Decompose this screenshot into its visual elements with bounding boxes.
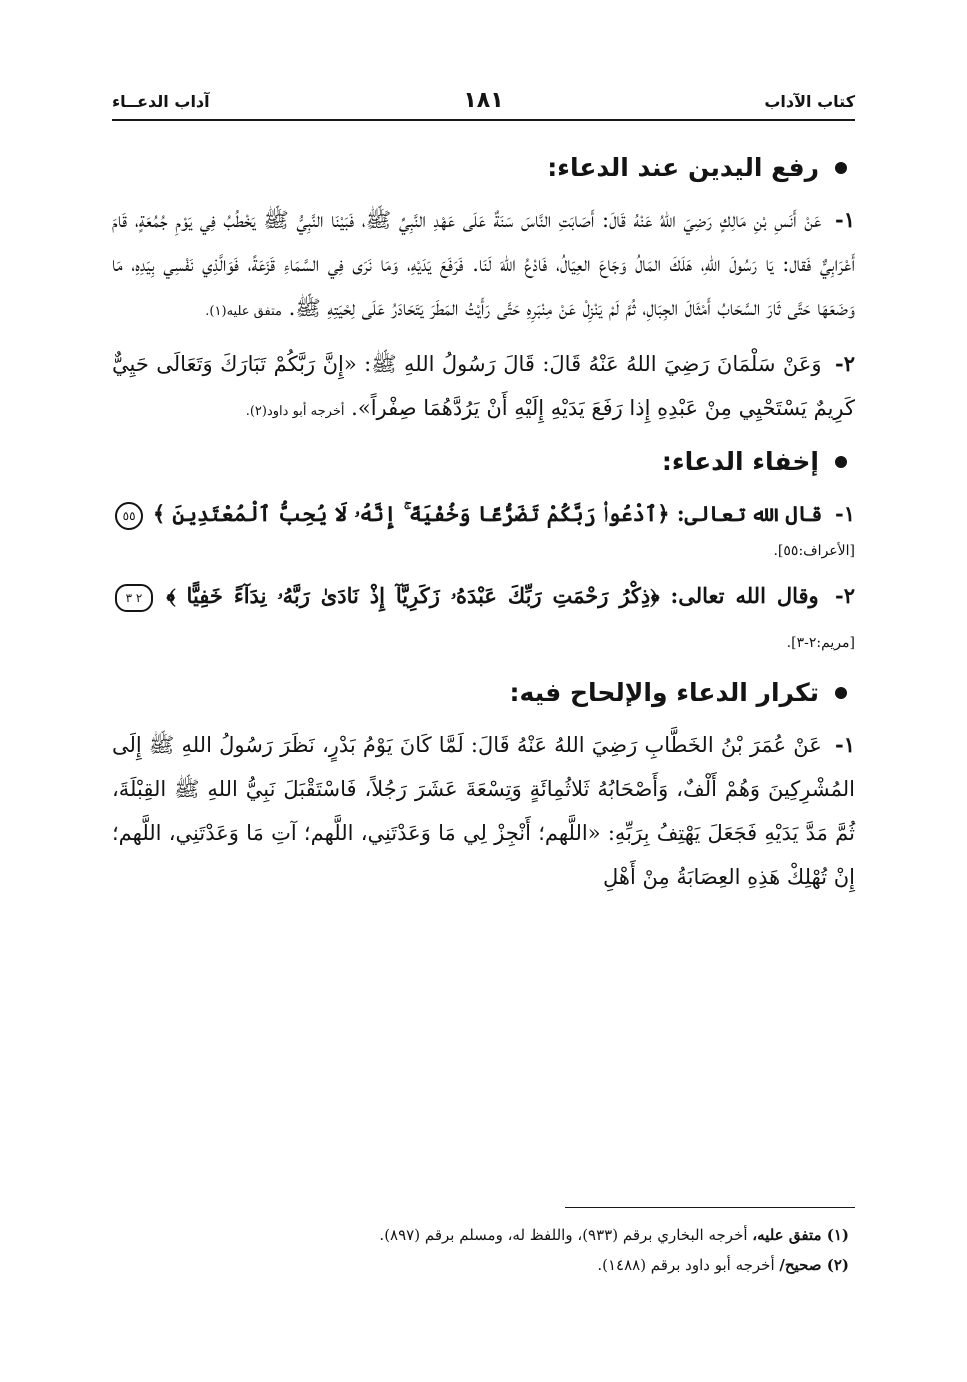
section-title: إخفاء الدعاء: bbox=[661, 447, 819, 476]
quran-verse: قال الله تعالى: ﴿ٱدْعُوا۟ رَبَّكُمْ تَضَرُّعًا وَخُفْيَةً ۚ إِنَّهُۥ لَا يُحِبُّ ٱلْمُعْتَدِينَ ﴾ bbox=[152, 501, 823, 526]
quran-entry bbox=[112, 574, 855, 665]
footnote-text: أخرجه البخاري برقم (٩٣٣)، واللفظ له، ومسلم برقم (٨٩٧). bbox=[379, 1226, 748, 1244]
footnote-label: (٢) صحيح/ bbox=[779, 1256, 849, 1274]
entry-text: عَنْ أَنَسِ بْنِ مَالِكٍ رَضِيَ اللهُ عَنْهُ قَالَ: أَصَابَتِ النَّاسَ سَنَةٌ عَلَى عَهْدِ النَّبِيِّ ﷺ، فَبَيْنَا النَّبِيُّ ﷺ يَخْطُبُ فِي يَوْمِ جُمُعَةٍ، قَامَ أَعْرَابِيٌّ فَقال: يَا رَسُولَ اللهِ، هَلَكَ المَالُ وَجَاعَ العِيَالُ، فَادْعُ اللهَ لَنَا. فَرَفَعَ يَدَيْهِ، وَمَا نَرَى فِي السَّمَاءِ قَزَعَةً، فَوَالَّذِي نَفْسِي بِيَدِهِ، مَا وَضَعَهَا حَتَّى ثَارَ السَّحَابُ أَمْثَالَ الجِبَالِ، ثُمَّ لَمْ يَنْزِلْ عَنْ مِنْبَرِهِ حَتَّى رَأَيْتُ المَطَرَ يَتَحَادَرُ عَلَى لِحْيَتِهِ ﷺ. bbox=[112, 208, 855, 320]
footnote bbox=[112, 1220, 849, 1250]
verse-reference: [مريم:٢-٣]. bbox=[786, 635, 855, 651]
entry-number: ٢- bbox=[835, 351, 855, 376]
footnote-text: أخرجه أبو داود برقم (١٤٨٨). bbox=[597, 1256, 775, 1274]
entry-number: ١- bbox=[835, 207, 855, 232]
source-note: متفق عليه(١). bbox=[205, 304, 282, 319]
entry-text: عَنْ عُمَرَ بْنُ الخَطَّابِ رَضِيَ اللهُ عَنْهُ قَالَ: لَمَّا كَانَ يَوْمُ بَدْرٍ، نَظَرَ رَسُولُ اللهِ ﷺ إِلَى المُشْرِكِينَ وَهُمْ أَلْفٌ، وَأَصْحَابُهُ ثَلاثُمِائَةٍ وَتِسْعَةَ عَشَرَ رَجُلاً، فَاسْتَقْبَلَ نَبِيُّ اللهِ ﷺ القِبْلَةَ، ثُمَّ مَدَّ يَدَيْهِ فَجَعَلَ يَهْتِفُ بِرَبِّهِ: «اللَّهم؛ أَنْجِزْ لِي مَا وَعَدْتَنِي، اللَّهم؛ آتِ مَا وَعَدْتَنِي، اللَّهم؛ إِنْ تُهْلِكْ هَذِهِ العِصَابَةُ مِنْ أَهْلِ bbox=[112, 733, 855, 889]
page-number: ١٨١ bbox=[463, 88, 504, 113]
section-heading bbox=[112, 673, 855, 713]
hadith-entry bbox=[112, 342, 855, 434]
ayah-number-icon: ٥٥ bbox=[115, 502, 143, 530]
page-body bbox=[112, 148, 855, 907]
hadith-entry bbox=[112, 723, 855, 899]
footnotes bbox=[112, 1220, 849, 1280]
header-divider bbox=[112, 119, 855, 121]
book-title: كتاب الآداب bbox=[764, 92, 855, 111]
section-title: رفع اليدين عند الدعاء: bbox=[547, 153, 819, 182]
footnote-label: (١) متفق عليه، bbox=[752, 1226, 849, 1244]
quran-entry bbox=[112, 492, 855, 566]
bullet-icon bbox=[835, 687, 847, 699]
entry-text: وَعَنْ سَلْمَانَ رَضِيَ اللهُ عَنْهُ قَالَ: قَالَ رَسُولُ اللهِ ﷺ: «إِنَّ رَبَّكُمْ تَبَارَكَ وَتَعَالَى حَيِيٌّ كَرِيمٌ يَسْتَحْيِي مِنْ عَبْدِهِ إِذا رَفَعَ يَدَيْهِ إِلَيْهِ أَنْ يَرُدَّهُمَا صِفْراً». bbox=[112, 352, 855, 420]
entry-number: ٢- bbox=[835, 583, 855, 608]
source-note: أخرجه أبو داود(٢). bbox=[245, 404, 345, 419]
ayah-number-icon: ٢ ٣ bbox=[115, 584, 153, 612]
page-header bbox=[112, 88, 855, 116]
hadith-entry bbox=[112, 198, 855, 334]
section-title: تكرار الدعاء والإلحاح فيه: bbox=[509, 678, 819, 707]
entry-number: ١- bbox=[835, 732, 855, 757]
entry-number: ١- bbox=[835, 501, 855, 526]
section-heading bbox=[112, 442, 855, 482]
section-heading bbox=[112, 148, 855, 188]
chapter-title: آداب الدعــاء bbox=[112, 92, 210, 111]
footnote-divider bbox=[565, 1207, 855, 1208]
bullet-icon bbox=[835, 162, 847, 174]
verse-reference: [الأعراف:٥٥]. bbox=[773, 543, 855, 559]
quran-verse: وقال الله تعالى: ﴿ذِكْرُ رَحْمَتِ رَبِّكَ عَبْدَهُۥ زَكَرِيَّآ إِذْ نَادَىٰ رَبَّهُۥ نِدَآءً خَفِيًّا ﴾ bbox=[166, 583, 819, 608]
footnote bbox=[112, 1250, 849, 1280]
bullet-icon bbox=[835, 456, 847, 468]
